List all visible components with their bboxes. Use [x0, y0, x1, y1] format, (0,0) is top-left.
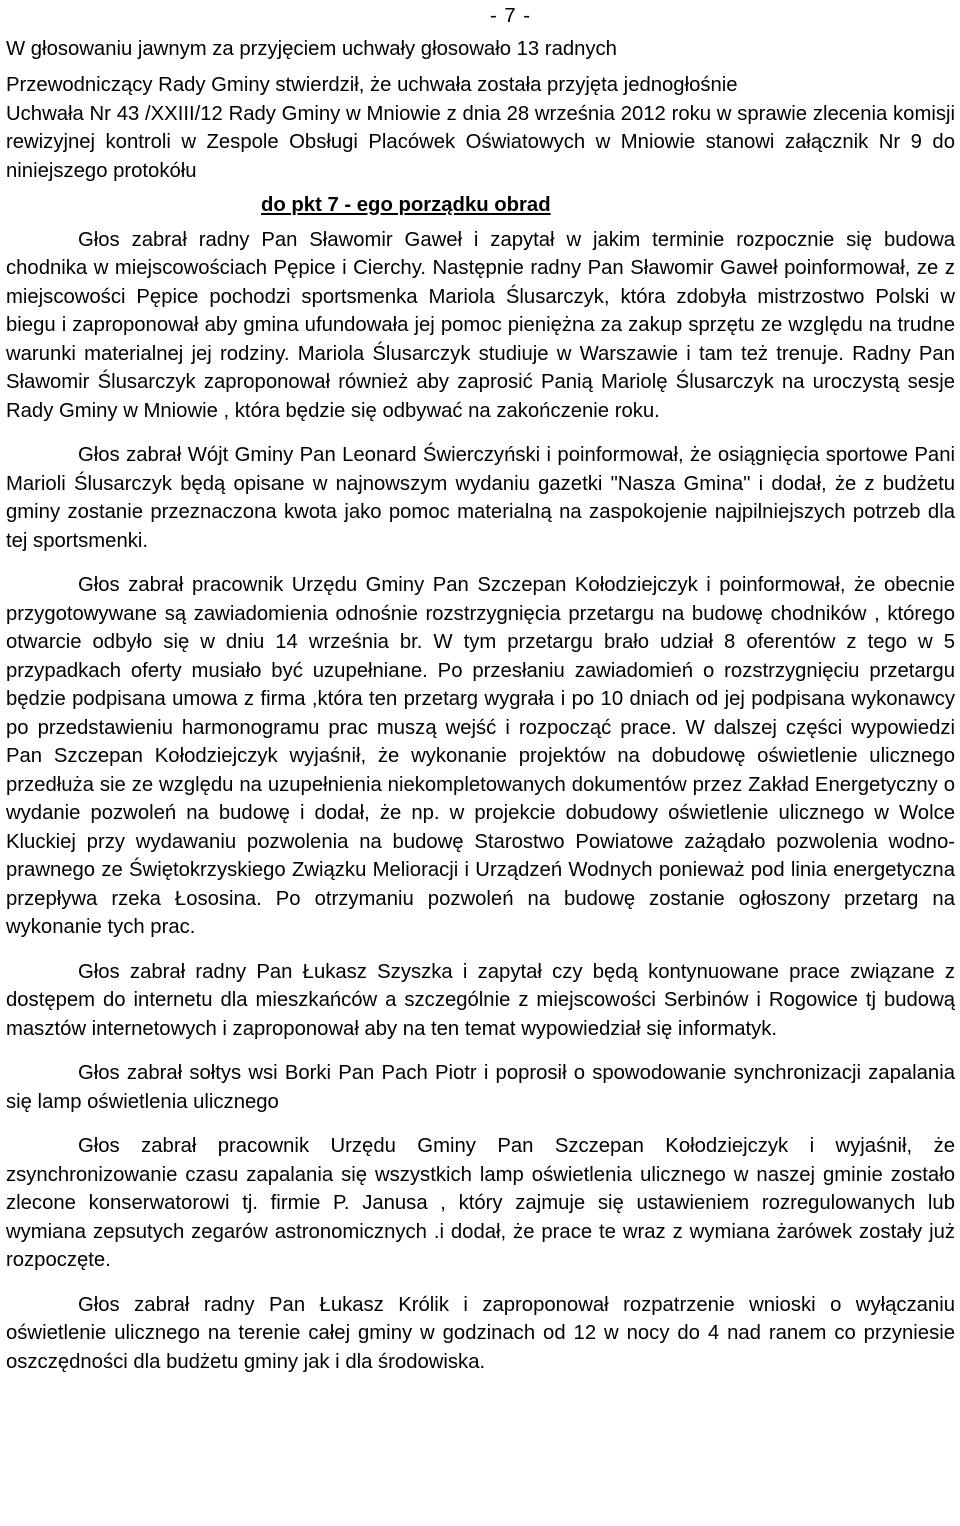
paragraph-gawel: Głos zabrał radny Pan Sławomir Gaweł i zapytał w jakim terminie rozpocznie się budowa chodnika w miejscowościach Pępice i Cierchy. Następnie radny Pan Sławomir Gaweł poinformował, ze z miejscowości Pępice pochodzi sportsmenka Mariola Ślusarczyk, która zdobyła mistrzostwo Polski w biegu i zaproponował aby gmina ufundowała jej pomoc pieniężna za zakup sprzętu ze względu na trudne warunki materialnej jej rodziny. Mariola Ślusarczyk studiuje w Warszawie i tam też trenuje. Radny Pan Sławomir Ślusarczyk zaproponował również aby zaprosić Panią Mariolę Ślusarczyk na uroczystą sesje Rady Gminy w Mniowie , która będzie się odbywać na zakończenie roku. [6, 228, 955, 422]
paragraph-pach: Głos zabrał sołtys wsi Borki Pan Pach Piotr i poprosił o spowodowanie synchronizacji zapalania się lamp oświetlenia ulicznego [6, 1062, 955, 1113]
resolution-paragraph: Uchwała Nr 43 /XXIII/12 Rady Gminy w Mniowie z dnia 28 września 2012 roku w sprawie zlecenia komisji rewizyjnej kontroli w Zespole Obsługi Placówek Oświatowych w Mniowie stanowi załącznik Nr 9 do niniejszego protokółu [6, 102, 955, 182]
paragraph-kolodziejczyk-2: Głos zabrał pracownik Urzędu Gminy Pan Szczepan Kołodziejczyk i wyjaśnił, że zsynchronizowanie czasu zapalania się wszystkich lamp oświetlenia ulicznego w naszej gminie zostało zlecone konserwatorowi tj. firmie P. Janusa , który zajmuje się ustawieniem rozregulowanych lub wymiana zepsutych zegarów astronomicznych .i dodał, że prace te wraz z wymiana żarówek zostały już rozpoczęte. [6, 1135, 955, 1271]
paragraph-kolodziejczyk-1: Głos zabrał pracownik Urzędu Gminy Pan Szczepan Kołodziejczyk i poinformował, że obecnie przygotowywane są zawiadomienia odnośnie rozstrzygnięcia przetargu na budowę chodników , którego otwarcie odbyło się w dniu 14 września br. W tym przetargu brało udział 8 oferentów z tego w 5 przypadkach oferty musiało być uzupełniane. Po przesłaniu zawiadomień o rozstrzygnięciu przetargu będzie podpisana umowa z firma ,która ten przetarg wygrała i po 10 dniach od jej podpisana wykonawcy po przedstawieniu harmonogramu prac muszą wejść i rozpocząć prace. W dalszej części wypowiedzi Pan Szczepan Kołodziejczyk wyjaśnił, że wykonanie projektów na dobudowę oświetlenie ulicznego przedłuża sie ze względu na uzupełnienia niekompletowanych dokumentów przez Zakład Energetyczny o wydanie pozwoleń na budowę i dodał, że np. w projekcie dobudowy oświetlenie ulicznego w Wolce Kluckiej przy wydawaniu pozwolenia na budowę Starostwo Powiatowe zażądało pozwolenia wodno- prawnego ze Świętokrzyskiego Związku Melioracji i Urządzeń Wodnych ponieważ pod linia energetyczna przepływa rzeka Łososina. Po otrzymaniu pozwoleń na budowę zostanie ogłoszony przetarg na wykonanie tych prac. [6, 574, 955, 938]
vote-line: W głosowaniu jawnym za przyjęciem uchwały głosowało 13 radnych [6, 37, 617, 60]
paragraph-szyszka: Głos zabrał radny Pan Łukasz Szyszka i zapytał czy będą kontynuowane prace związane z dostępem do internetu dla mieszkańców a szczególnie z miejscowości Serbinów i Rogowice tj budową masztów internetowych i zaproponował aby na ten temat wypowiedział się informatyk. [6, 960, 955, 1040]
agenda-heading: do pkt 7 - ego porządku obrad [261, 194, 551, 216]
chair-statement: Przewodniczący Rady Gminy stwierdził, że uchwała została przyjęta jednogłośnie [6, 74, 738, 96]
page-number: - 7 - [489, 5, 532, 27]
paragraph-krolik: Głos zabrał radny Pan Łukasz Królik i zaproponował rozpatrzenie wnioski o wyłączaniu oświetlenie ulicznego na terenie całej gminy w godzinach od 12 w nocy do 4 nad ranem co przyniesie oszczędności dla budżetu gminy jak i dla środowiska. [6, 1293, 955, 1373]
paragraph-wojt: Głos zabrał Wójt Gminy Pan Leonard Świerczyński i poinformował, że osiągnięcia sportowe Pani Marioli Ślusarczyk będą opisane w najnowszym wydaniu gazetki "Nasza Gmina" i dodał, że z budżetu gminy zostanie przeznaczona kwota jako pomoc materialną na zaspokojenie najpilniejszych potrzeb dla tej sportsmenki. [6, 444, 955, 552]
